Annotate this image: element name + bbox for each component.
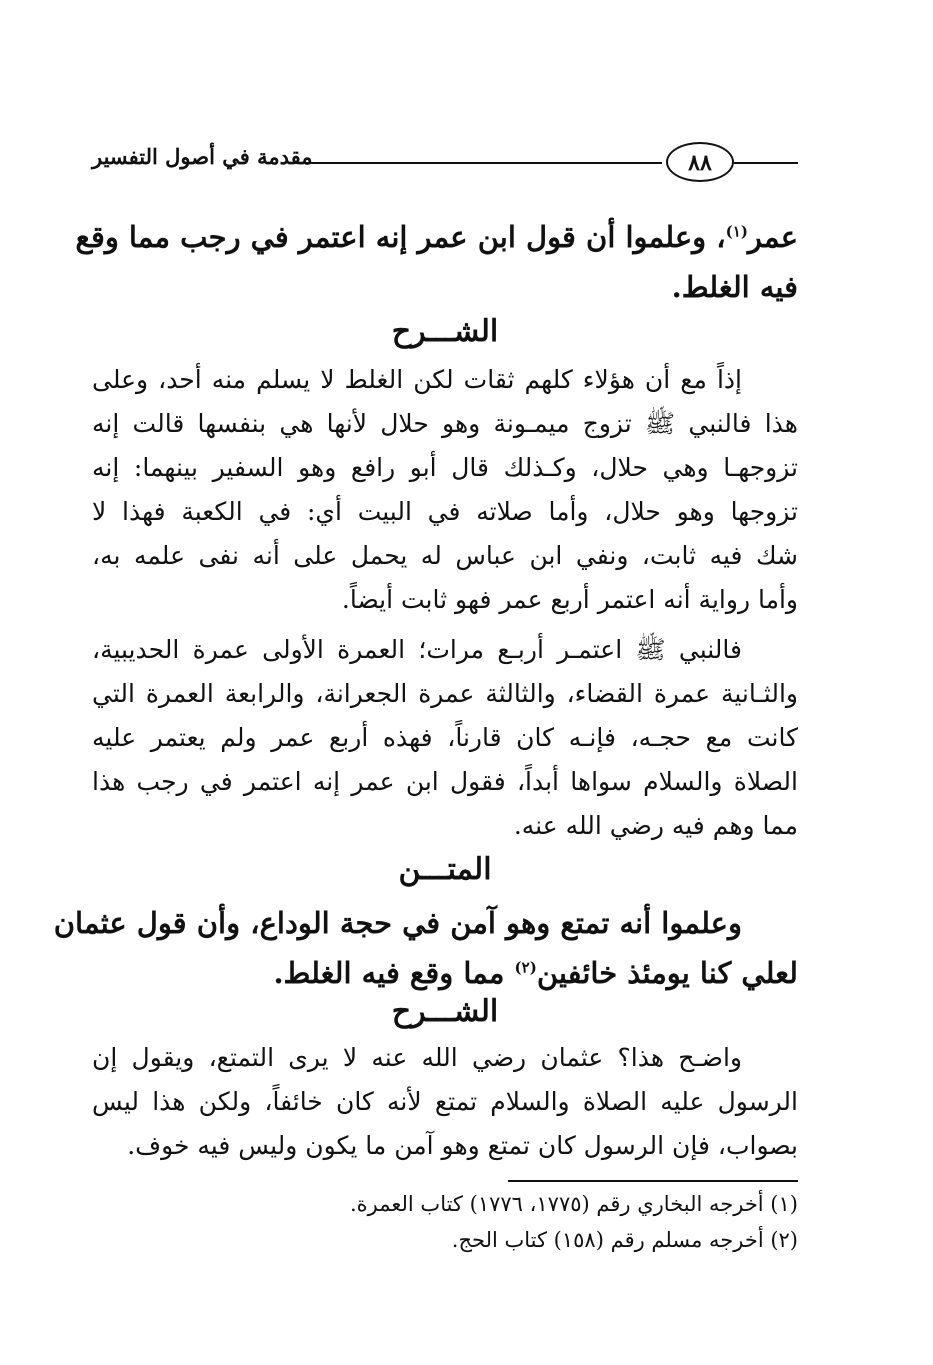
text-line: إذاً مع أن هؤلاء كلهم ثقات لكن الغلط لا يسلم منه أحد، وعلى — [92, 365, 742, 394]
matn-line — [75, 212, 798, 262]
text-line: كانت مع حجـه، فإنـه كان قارناً، فهذه أربع عمر ولم يعتمر عليه — [92, 723, 798, 752]
matn-text: ، وعلموا أن قول ابن عمر إنه اعتمر في رجب مما وقع — [75, 220, 726, 254]
matn-line: وعلموا أنه تمتع وهو آمن في حجة الوداع، وأن قول عثمان — [53, 906, 742, 940]
commentary-paragraph — [92, 358, 798, 622]
matn-text: مما وقع فيه الغلط. — [273, 956, 515, 990]
footnotes — [92, 1186, 798, 1258]
matn-line: فيه الغلط. — [671, 270, 798, 304]
text-line: مما وهم فيه رضي الله عنه. — [513, 811, 798, 840]
section-heading-sharh: الشـــرح — [391, 994, 499, 1029]
matn-text: لعلي كنا يومئذ خائفين — [536, 956, 798, 990]
text-line: فالنبي ﷺ اعتمـر أربـع مرات؛ العمرة الأولى عمرة الحديبية، — [92, 635, 742, 664]
header-rule — [292, 162, 662, 164]
text-line: وأما رواية أنه اعتمر أربع عمر فهو ثابت أيضاً. — [341, 585, 798, 614]
commentary-paragraph — [92, 1036, 798, 1168]
header-rule-short — [734, 162, 798, 164]
book-title: مقدمة في أصول التفسير — [92, 144, 313, 169]
text-line: بصواب، فإن الرسول كان تمتع وهو آمن ما يكون وليس فيه خوف. — [127, 1131, 798, 1160]
footnote: (١) أخرجه البخاري رقم (١٧٧٥، ١٧٧٦) كتاب العمرة. — [349, 1192, 798, 1216]
text-line: تزوجهـا وهي حلال، وكـذلك قال أبو رافع وهو السفير بينهما: إنه — [92, 453, 798, 482]
text-line: الصلاة والسلام سواها أبداً، فقول ابن عمر إنه اعتمر في رجب هذا — [92, 767, 798, 796]
text-line: تزوجها وهو حلال، وأما صلاته في البيت أي: في الكعبة فهذا لا — [92, 497, 798, 526]
matn-line — [92, 948, 798, 998]
running-header — [92, 138, 798, 188]
footnote: (٢) أخرجه مسلم رقم (١٥٨) كتاب الحج. — [451, 1228, 798, 1252]
matn-text: عمر — [747, 220, 798, 254]
text-line: شك فيه ثابت، ونفي ابن عباس له يحمل على أنه نفى علمه به، — [92, 541, 798, 570]
commentary-paragraph — [92, 628, 798, 848]
matn-text-block — [53, 898, 798, 998]
matn-continuation — [75, 212, 798, 312]
text-line: والثـانية عمرة القضاء، والثالثة عمرة الجعرانة، والرابعة العمرة التي — [92, 679, 798, 708]
section-heading-matn: المتـــن — [398, 852, 492, 887]
text-line: الرسول عليه الصلاة والسلام تمتع لأنه كان خائفاً، ولكن هذا ليس — [92, 1087, 798, 1116]
section-heading-sharh: الشـــرح — [391, 314, 499, 349]
footnote-marker: (١) — [725, 222, 748, 241]
footnote-separator — [508, 1180, 798, 1182]
text-line: واضـح هذا؟ عثمان رضي الله عنه لا يرى التمتع، ويقول إن — [92, 1043, 742, 1072]
page-number: ٨٨ — [666, 142, 734, 182]
footnote-marker: (٢) — [514, 958, 537, 977]
text-line: هذا فالنبي ﷺ تزوج ميمـونة وهو حلال لأنها هي بنفسها قالت إنه — [92, 409, 798, 438]
